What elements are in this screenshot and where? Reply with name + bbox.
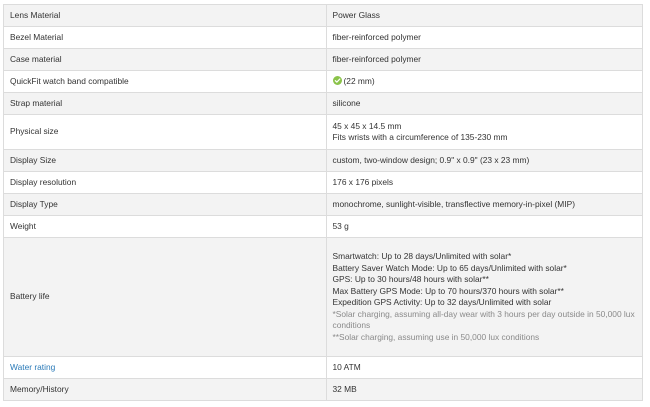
spec-value: monochrome, sunlight-visible, transflective memory-in-pixel (MIP) <box>326 194 643 216</box>
spec-label: Lens Material <box>4 5 327 27</box>
spec-label: Memory/History <box>4 379 327 401</box>
battery-line: Max Battery GPS Mode: Up to 70 hours/370 hours with solar** <box>332 285 564 296</box>
spec-label: QuickFit watch band compatible <box>4 71 327 93</box>
table-row <box>4 71 643 93</box>
band-size-text: (22 mm) <box>343 75 375 86</box>
spec-label: Case material <box>4 49 327 71</box>
spec-value <box>326 115 643 150</box>
table-row <box>4 5 643 27</box>
spec-label: Battery life <box>4 238 327 357</box>
table-row <box>4 49 643 71</box>
spec-value: 176 x 176 pixels <box>326 172 643 194</box>
spec-value-line: 45 x 45 x 14.5 mm <box>332 120 402 131</box>
spec-value: custom, two-window design; 0.9" x 0.9" (23 x 23 mm) <box>326 150 643 172</box>
spec-label: Weight <box>4 216 327 238</box>
spec-value: Power Glass <box>326 5 643 27</box>
spec-label: Physical size <box>4 115 327 150</box>
specifications-table <box>3 4 643 401</box>
battery-line: Battery Saver Watch Mode: Up to 65 days/Unlimited with solar* <box>332 262 567 273</box>
spec-value: 10 ATM <box>326 357 643 379</box>
spec-label: Bezel Material <box>4 27 327 49</box>
table-row <box>4 238 643 357</box>
spec-value-line: Fits wrists with a circumference of 135-230 mm <box>332 132 508 142</box>
table-row <box>4 27 643 49</box>
check-circle-icon <box>333 76 342 85</box>
table-row <box>4 150 643 172</box>
table-row <box>4 216 643 238</box>
table-row <box>4 194 643 216</box>
water-rating-link[interactable]: Water rating <box>10 361 56 372</box>
table-row <box>4 115 643 150</box>
table-row <box>4 93 643 115</box>
spec-value: silicone <box>326 93 643 115</box>
battery-line: Expedition GPS Activity: Up to 32 days/Unlimited with solar <box>332 297 552 307</box>
spec-value: 32 MB <box>326 379 643 401</box>
spec-value <box>326 71 643 93</box>
table-row <box>4 357 643 379</box>
spec-label: Strap material <box>4 93 327 115</box>
spec-label: Display Size <box>4 150 327 172</box>
spec-label: Display resolution <box>4 172 327 194</box>
spec-value: fiber-reinforced polymer <box>326 27 643 49</box>
table-row <box>4 379 643 401</box>
table-row <box>4 172 643 194</box>
battery-line: Smartwatch: Up to 28 days/Unlimited with solar* <box>332 251 512 261</box>
battery-footnote: *Solar charging, assuming all-day wear with 3 hours per day outside in 50,000 lux conditions <box>332 308 635 330</box>
spec-label: Display Type <box>4 194 327 216</box>
spec-value: fiber-reinforced polymer <box>326 49 643 71</box>
battery-line: GPS: Up to 30 hours/48 hours with solar** <box>332 274 489 284</box>
spec-value: 53 g <box>326 216 643 238</box>
spec-value <box>326 238 643 357</box>
spec-label <box>4 357 327 379</box>
battery-footnote: **Solar charging, assuming use in 50,000 lux conditions <box>332 331 540 342</box>
